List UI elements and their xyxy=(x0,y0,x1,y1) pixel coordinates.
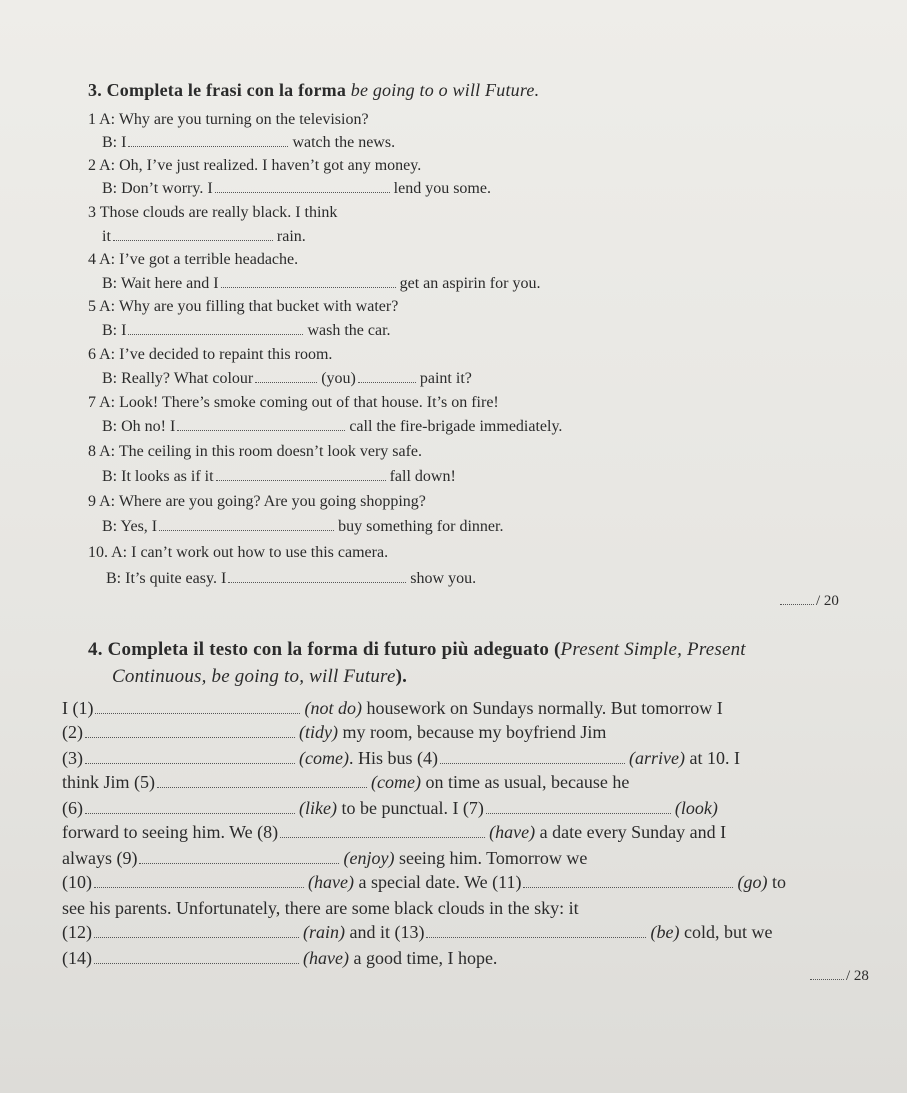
answer-blank[interactable] xyxy=(95,701,300,714)
answer-blank[interactable] xyxy=(94,875,304,888)
ex4-line-6: forward to seeing him. We (8) (have) a date every Sunday and I xyxy=(62,822,727,842)
ex4-line-4: think Jim (5) (come) on time as usual, because he xyxy=(62,772,630,792)
ex3-item-7-b: B: Oh no! I call the fire-brigade immediately. xyxy=(102,418,563,435)
answer-blank[interactable] xyxy=(157,775,367,788)
answer-blank[interactable] xyxy=(221,275,396,288)
answer-blank[interactable] xyxy=(128,322,303,335)
ex3-item-3-b: it rain. xyxy=(102,228,306,245)
ex3-item-1-b: B: I watch the news. xyxy=(102,134,396,151)
ex3-item-9-a: 9 A: Where are you going? Are you going shopping? xyxy=(88,493,426,510)
answer-blank[interactable] xyxy=(426,925,646,938)
score-blank[interactable] xyxy=(810,969,844,980)
answer-blank[interactable] xyxy=(215,180,390,193)
exercise-3-score: / 20 xyxy=(778,593,839,610)
ex4-line-7: always (9) (enjoy) seeing him. Tomorrow we xyxy=(62,848,588,868)
answer-blank[interactable] xyxy=(85,751,295,764)
ex3-item-8-b: B: It looks as if it fall down! xyxy=(102,468,456,485)
ex3-item-4-b: B: Wait here and I get an aspirin for you. xyxy=(102,275,541,292)
answer-blank[interactable] xyxy=(255,370,317,383)
ex4-line-3: (3) (come). His bus (4) (arrive) at 10. I xyxy=(62,748,740,768)
answer-blank[interactable] xyxy=(177,418,345,431)
answer-blank[interactable] xyxy=(85,801,295,814)
answer-blank[interactable] xyxy=(228,570,406,583)
answer-blank[interactable] xyxy=(358,370,416,383)
exercise-3-title-italic: be going to o will Future. xyxy=(350,80,540,100)
answer-blank[interactable] xyxy=(94,925,299,938)
exercise-3-title-prefix: 3. Completa le frasi con la forma xyxy=(88,80,347,100)
ex3-item-1-a: 1 A: Why are you turning on the television? xyxy=(88,111,369,128)
ex4-line-9: see his parents. Unfortunately, there are some black clouds in the sky: it xyxy=(62,898,579,918)
exercise-3-title xyxy=(88,80,539,101)
exercise-4-score: / 28 xyxy=(808,968,869,985)
ex3-item-4-a: 4 A: I’ve got a terrible headache. xyxy=(88,251,299,268)
ex3-item-6-b: B: Really? What colour (you) paint it? xyxy=(102,370,472,387)
ex3-item-10-b: B: It’s quite easy. I show you. xyxy=(106,570,477,587)
ex3-item-10-a: 10. A: I can’t work out how to use this camera. xyxy=(88,544,389,561)
ex3-item-7-a: 7 A: Look! There’s smoke coming out of that house. It’s on fire! xyxy=(88,394,499,411)
ex4-line-2: (2) (tidy) my room, because my boyfriend Jim xyxy=(62,722,607,742)
ex4-line-1: I (1) (not do) housework on Sundays normally. But tomorrow I xyxy=(62,698,723,718)
answer-blank[interactable] xyxy=(159,518,334,531)
answer-blank[interactable] xyxy=(128,134,288,147)
answer-blank[interactable] xyxy=(139,851,339,864)
ex3-item-5-a: 5 A: Why are you filling that bucket with water? xyxy=(88,298,399,315)
ex4-line-11: (14) (have) a good time, I hope. xyxy=(62,948,498,968)
ex4-line-8: (10) (have) a special date. We (11) (go) to xyxy=(62,872,786,892)
answer-blank[interactable] xyxy=(440,751,625,764)
ex3-item-3-a: 3 Those clouds are really black. I think xyxy=(88,204,338,221)
ex3-item-2-b: B: Don’t worry. I lend you some. xyxy=(102,180,491,197)
ex4-line-10: (12) (rain) and it (13) (be) cold, but we xyxy=(62,922,773,942)
exercise-4-title: 4. Completa il testo con la forma di futuro più adeguato (Present Simple, Present Continuous, be going to, will Future). xyxy=(88,639,746,687)
answer-blank[interactable] xyxy=(113,228,273,241)
answer-blank[interactable] xyxy=(486,801,671,814)
ex3-item-8-a: 8 A: The ceiling in this room doesn’t look very safe. xyxy=(88,443,423,460)
score-blank[interactable] xyxy=(780,594,814,605)
ex3-item-9-b: B: Yes, I buy something for dinner. xyxy=(102,518,504,535)
ex4-line-5: (6) (like) to be punctual. I (7) (look) xyxy=(62,798,718,818)
ex3-item-5-b: B: I wash the car. xyxy=(102,322,391,339)
ex3-item-6-a: 6 A: I’ve decided to repaint this room. xyxy=(88,346,333,363)
answer-blank[interactable] xyxy=(216,468,386,481)
ex3-item-2-a: 2 A: Oh, I’ve just realized. I haven’t got any money. xyxy=(88,157,422,174)
answer-blank[interactable] xyxy=(94,951,299,964)
answer-blank[interactable] xyxy=(280,825,485,838)
answer-blank[interactable] xyxy=(523,875,733,888)
answer-blank[interactable] xyxy=(85,725,295,738)
